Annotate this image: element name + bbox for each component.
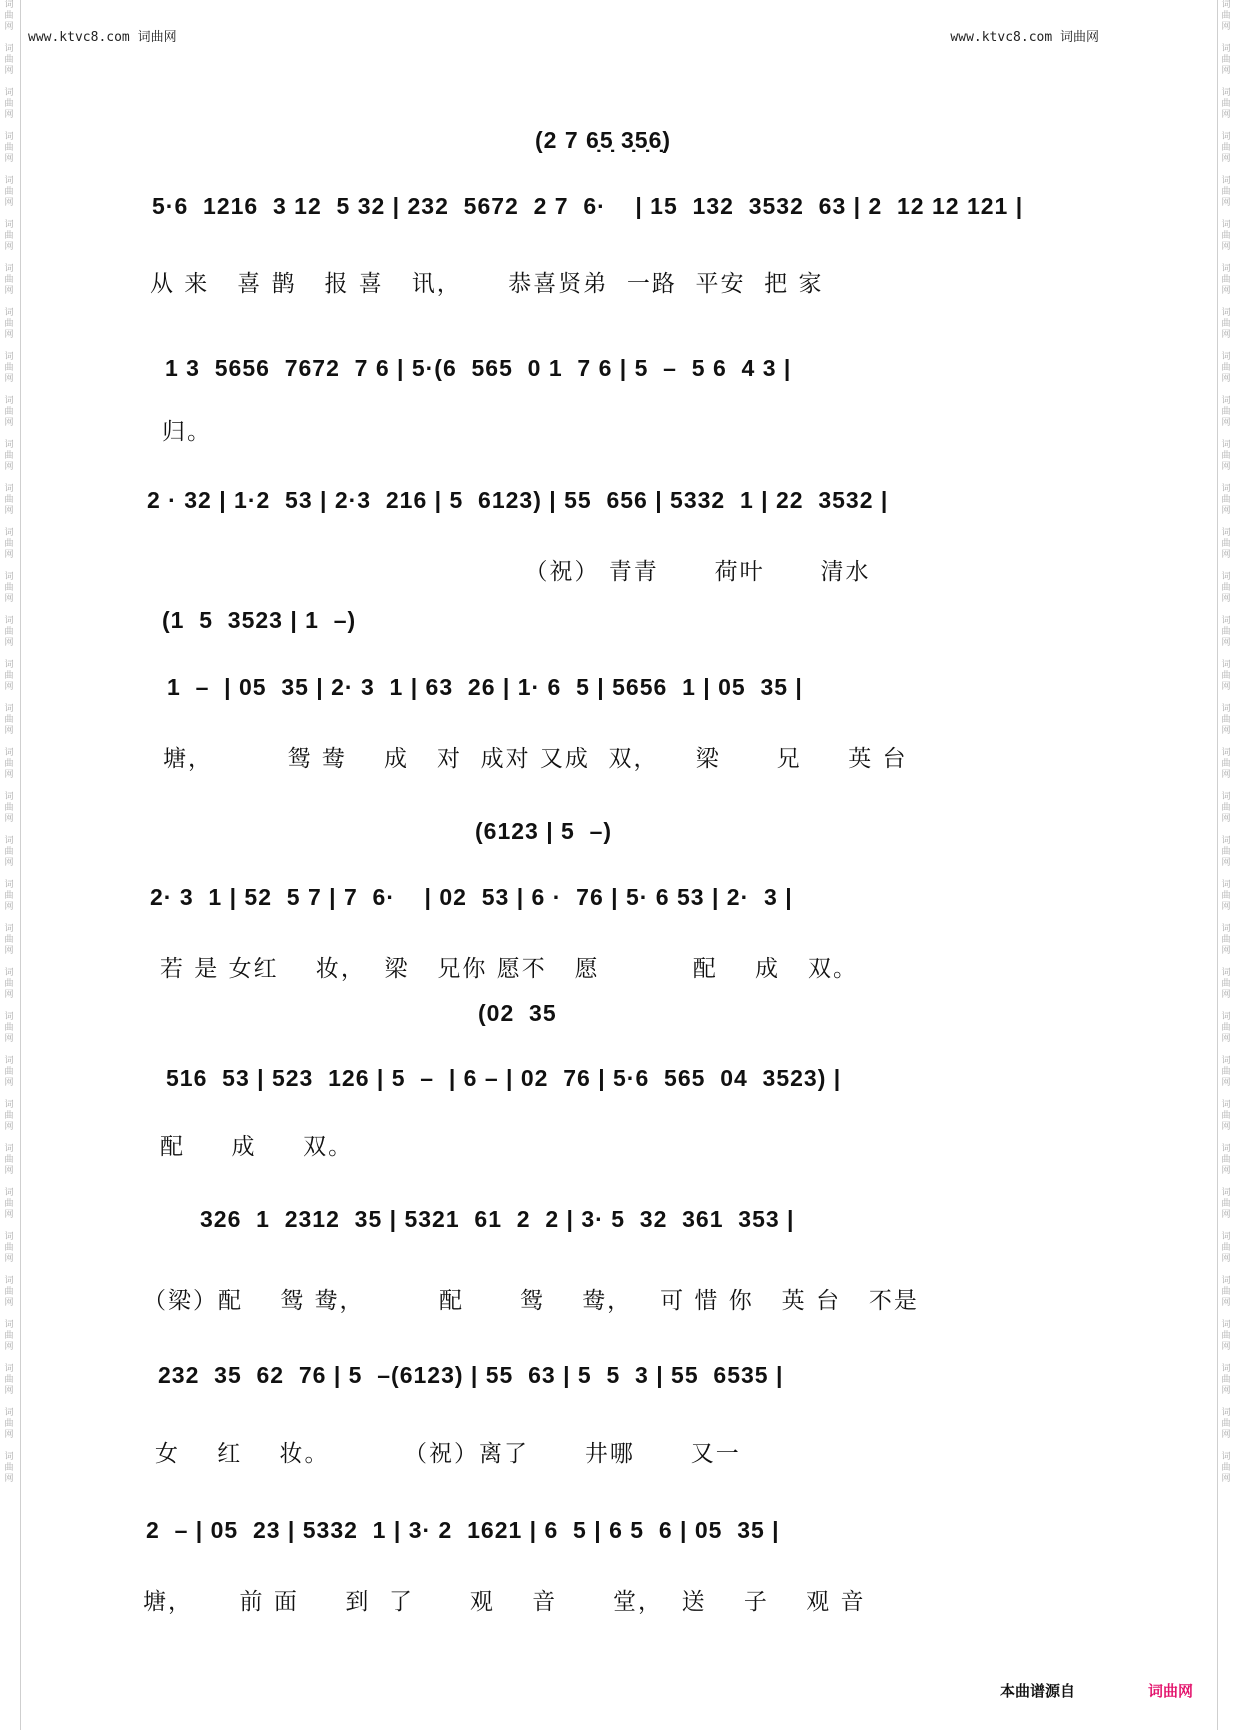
system-3-lyrics: （祝） 青青 荷叶 清水 [152,559,871,585]
system-9-notes: 2 – | 05 23 | 5332 1 | 3· 2 1621 | 6 5 | 6 5 6 | 05 35 | [146,1517,780,1543]
system-5-notes: 2· 3 1 | 52 5 7 | 7 6· | 02 53 | 6 · 76 | 5· 6 53 | 2· 3 | [150,884,793,910]
footer-source-label: 本曲谱源自 [1000,1682,1076,1700]
footer-brand-link[interactable]: 词曲网 [1148,1682,1194,1700]
system-9-lyrics: 塘， 前 面 到 了 观 音 堂， 送 子 观 音 [143,1589,866,1615]
system-8-lyrics: 女 红 妆。 （祝）离了 井哪 又一 [155,1441,741,1467]
system-6-notes: 516 53 | 523 126 | 5 – | 6 – | 02 76 | 5·6 565 04 3523) | [166,1065,842,1091]
system-1-lyrics: 从 来 喜 鹊 报 喜 讯， 恭喜贤弟 一路 平安 把 家 [150,271,824,297]
system-4-notes: 1 – | 05 35 | 2· 3 1 | 63 26 | 1· 6 5 | 5656 1 | 05 35 | [167,674,803,700]
system-2-lyrics: 归。 [162,419,212,445]
system-7-notes: 326 1 2312 35 | 5321 61 2 2 | 3· 5 32 361 353 | [200,1206,795,1232]
header-left-url[interactable]: www.ktvc8.com 词曲网 [28,30,177,45]
system-1-intro: (2 7 6̣5̣ 3̣5̣6̣) [535,127,672,153]
header-right-url[interactable]: www.ktvc8.com 词曲网 [950,30,1099,45]
system-7-lyrics: （梁）配 鸳 鸯， 配 鸳 鸯， 可 惜 你 英 台 不是 [143,1288,919,1314]
system-5-lyrics: 若 是 女红 妆， 梁 兄你 愿不 愿 配 成 双。 [160,956,858,982]
system-3-notes: 2 · 32 | 1·2 53 | 2·3 216 | 5 6123) | 55 656 | 5332 1 | 22 3532 | [147,487,889,513]
system-1-notes: 5·6 1216 3 12 5 32 | 232 5672 2 7 6· | 15 132 3532 63 | 2 12 12 121 | [152,193,1024,219]
system-8-notes: 232 35 62 76 | 5 –(6123) | 55 63 | 5 5 3 | 55 6535 | [158,1362,784,1388]
system-4-intro: (1 5 3523 | 1 –) [162,607,357,633]
side-watermark-left: 词 曲 网 词 曲 网 词 曲 网 词 曲 网 词 曲 网 词 曲 网 词 曲 网 词 曲 网 词 曲 网 词 曲 网 词 曲 网 词 曲 网 词 曲 网 词 曲 网 词 曲 网 词 曲 网 词 曲 网 词 曲 网 词 曲 网 词 曲 网 词 曲 网 词 曲 网 词 曲 网 词 曲 网 词 曲 网 词 曲 网 词 曲 网 词 曲 网 词 曲 网 词 曲 网 词 曲 网 词 曲 网 词 曲 网 词 曲 网 [4,0,14,1484]
footer [0,1680,1239,1702]
side-watermark-right: 词 曲 网 词 曲 网 词 曲 网 词 曲 网 词 曲 网 词 曲 网 词 曲 网 词 曲 网 词 曲 网 词 曲 网 词 曲 网 词 曲 网 词 曲 网 词 曲 网 词 曲 网 词 曲 网 词 曲 网 词 曲 网 词 曲 网 词 曲 网 词 曲 网 词 曲 网 词 曲 网 词 曲 网 词 曲 网 词 曲 网 词 曲 网 词 曲 网 词 曲 网 词 曲 网 词 曲 网 词 曲 网 词 曲 网 词 曲 网 [1221,0,1231,1484]
system-4-lyrics: 塘， 鸳 鸯 成 对 成对 又成 双， 梁 兄 英 台 [163,746,908,772]
system-6-intro: (02 35 [478,1000,557,1026]
system-5-intro: (6123 | 5 –) [475,818,613,844]
system-2-notes: 1 3 5656 7672 7 6 | 5·(6 565 0 1 7 6 | 5 – 5 6 4 3 | [165,355,792,381]
system-6-lyrics: 配 成 双。 [160,1134,354,1160]
